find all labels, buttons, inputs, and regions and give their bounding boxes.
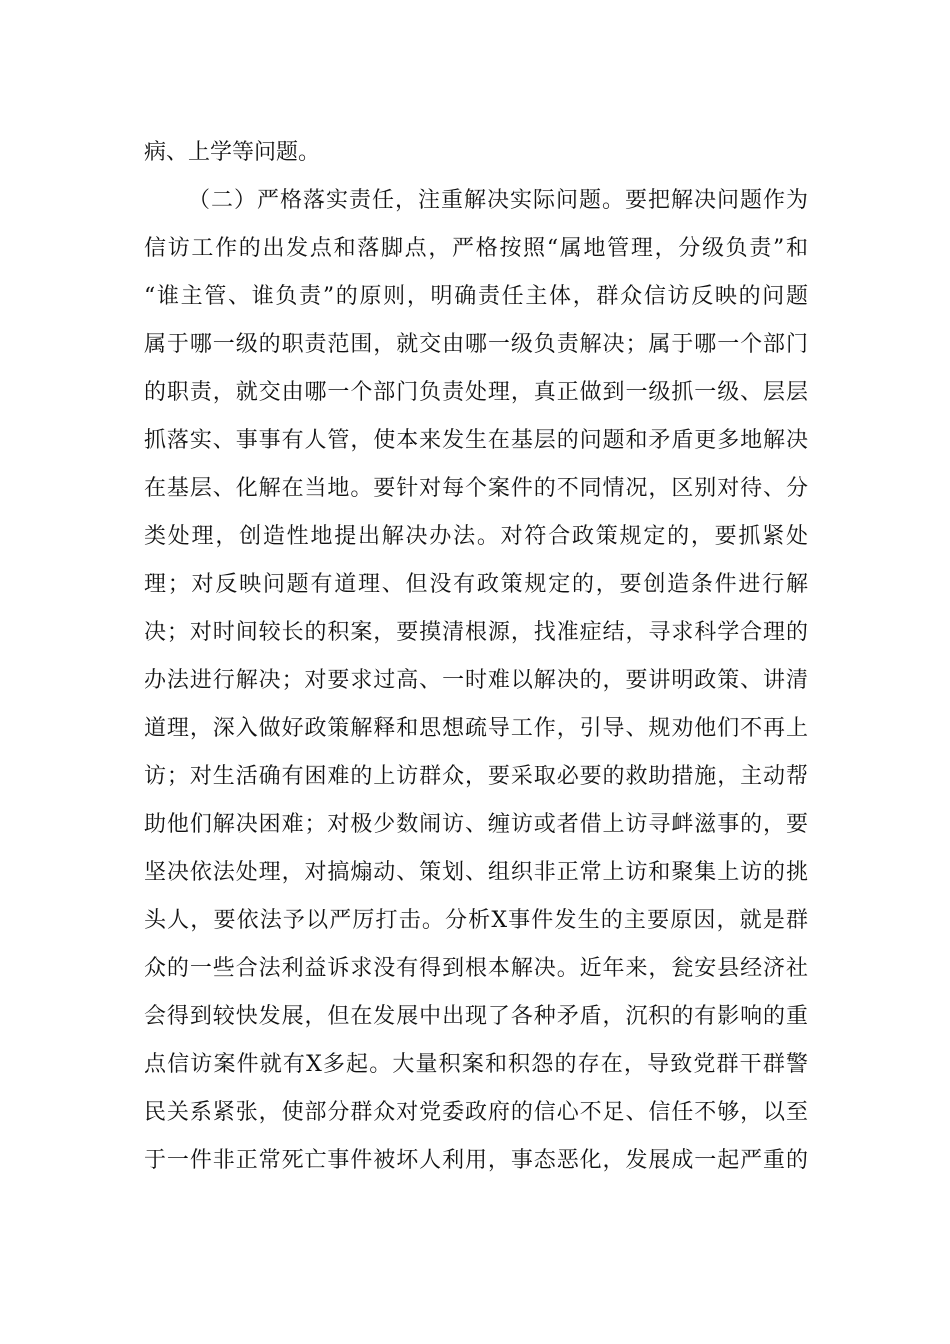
text-line-3: 信访工作的出发点和落脚点，严格按照“属地管理，分级负责”和 <box>144 236 808 261</box>
text-line-14: 访；对生活确有困难的上访群众，要采取必要的救助措施，主动帮 <box>144 764 808 789</box>
text-line-16: 坚决依法处理，对搞煽动、策划、组织非正常上访和聚集上访的挑 <box>144 860 808 885</box>
text-line-4: “谁主管、谁负责”的原则，明确责任主体，群众信访反映的问题 <box>144 284 808 309</box>
text-line-19: 会得到较快发展，但在发展中出现了各种矛盾，沉积的有影响的重 <box>144 1004 808 1029</box>
text-line-12: 办法进行解决；对要求过高、一时难以解决的，要讲明政策、讲清 <box>144 668 808 693</box>
text-line-5: 属于哪一级的职责范围，就交由哪一级负责解决；属于哪一个部门 <box>144 332 808 357</box>
text-line-11: 决；对时间较长的积案，要摸清根源，找准症结，寻求科学合理的 <box>144 620 808 645</box>
text-line-7: 抓落实、事事有人管，使本来发生在基层的问题和矛盾更多地解决 <box>144 428 808 453</box>
text-line-1: 病、上学等问题。 <box>144 140 321 165</box>
text-line-15: 助他们解决困难；对极少数闹访、缠访或者借上访寻衅滋事的，要 <box>144 812 808 837</box>
text-line-18: 众的一些合法利益诉求没有得到根本解决。近年来，瓮安县经济社 <box>144 956 808 981</box>
text-line-22: 于一件非正常死亡事件被坏人利用，事态恶化，发展成一起严重的 <box>144 1148 808 1173</box>
text-line-21: 民关系紧张，使部分群众对党委政府的信心不足、信任不够，以至 <box>144 1100 808 1125</box>
text-line-8: 在基层、化解在当地。要针对每个案件的不同情况，区别对待、分 <box>144 476 808 501</box>
text-line-2: （二）严格落实责任，注重解决实际问题。要把解决问题作为 <box>188 188 808 213</box>
text-line-6: 的职责，就交由哪一个部门负责处理，真正做到一级抓一级、层层 <box>144 380 808 405</box>
text-line-9: 类处理，创造性地提出解决办法。对符合政策规定的，要抓紧处 <box>144 524 808 549</box>
text-line-13: 道理，深入做好政策解释和思想疏导工作，引导、规劝他们不再上 <box>144 716 808 741</box>
text-line-10: 理；对反映问题有道理、但没有政策规定的，要创造条件进行解 <box>144 572 808 597</box>
text-line-20: 点信访案件就有X多起。大量积案和积怨的存在，导致党群干群警 <box>144 1052 808 1077</box>
text-line-17: 头人，要依法予以严厉打击。分析X事件发生的主要原因，就是群 <box>144 908 808 933</box>
